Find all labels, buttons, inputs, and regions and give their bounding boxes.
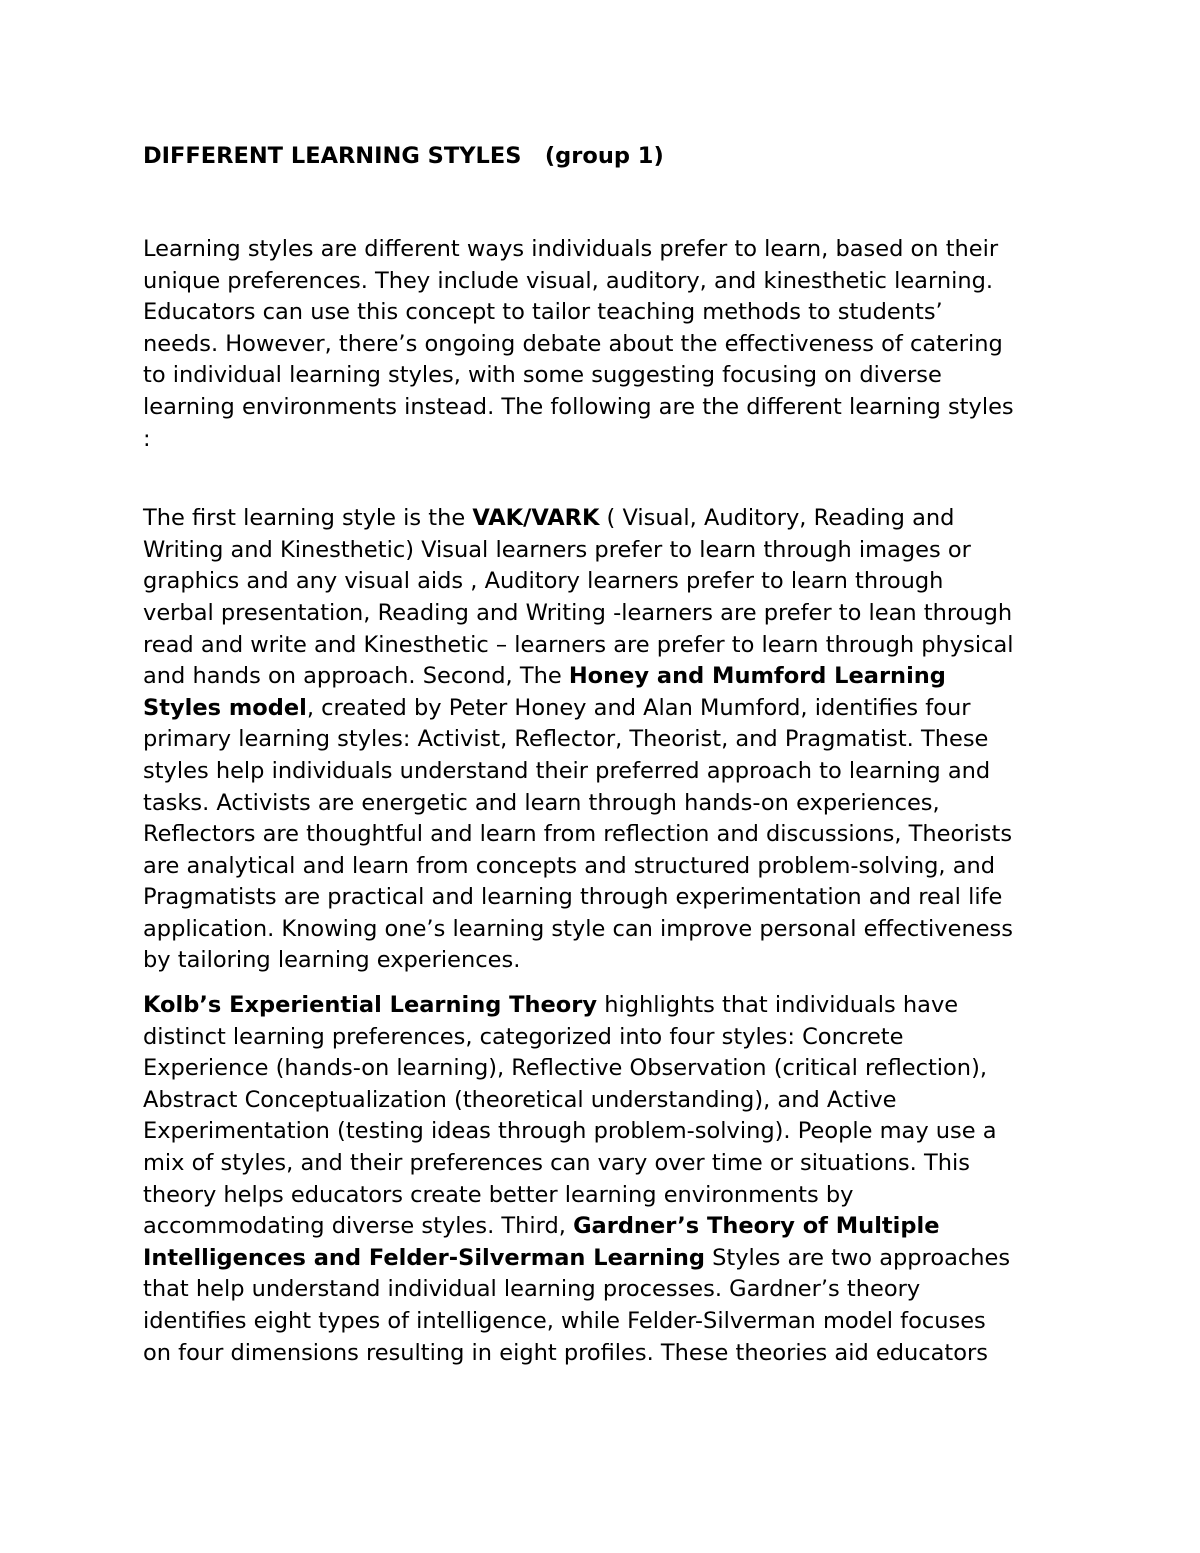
paragraph-line: Reflectors are thoughtful and learn from reflection and discussions, Theorists bbox=[143, 821, 1013, 848]
text-run: and hands on approach. Second, The bbox=[143, 663, 569, 690]
paragraph-line bbox=[143, 1243, 1063, 1275]
paragraph-line: on four dimensions resulting in eight profiles. These theories aid educators bbox=[143, 1339, 988, 1366]
intro-line: to individual learning styles, with some suggesting focusing on diverse bbox=[143, 362, 942, 389]
paragraph-line: Abstract Conceptualization (theoretical understanding), and Active bbox=[143, 1086, 897, 1113]
text-run: accommodating diverse styles. Third, bbox=[143, 1213, 574, 1240]
paragraph-line: identifies eight types of intelligence, while Felder-Silverman model focuses bbox=[143, 1308, 986, 1334]
document-title: DIFFERENT LEARNING STYLES (group 1) bbox=[143, 143, 664, 169]
text-run: ( Visual, Auditory, Reading and bbox=[599, 505, 955, 532]
paragraph-line: Writing and Kinesthetic) Visual learners prefer to learn through images or bbox=[143, 536, 971, 563]
paragraph-line: Experience (hands-on learning), Reflective Observation (critical reflection), bbox=[143, 1055, 988, 1082]
document-content bbox=[143, 140, 1063, 1369]
paragraph-line bbox=[143, 1211, 1063, 1243]
paragraph-line: Pragmatists are practical and learning through experimentation and real life bbox=[143, 884, 1003, 911]
bold-term-vak-vark: VAK/VARK bbox=[472, 505, 600, 532]
paragraph-line: distinct learning preferences, categorized into four styles: Concrete bbox=[143, 1023, 904, 1050]
intro-line: : bbox=[143, 425, 151, 452]
paragraph-line: are analytical and learn from concepts and structured problem-solving, and bbox=[143, 852, 996, 879]
intro-paragraph bbox=[143, 234, 1063, 455]
paragraph-line: graphics and any visual aids , Auditory learners prefer to learn through bbox=[143, 568, 944, 595]
intro-line: Educators can use this concept to tailor teaching methods to students’ bbox=[143, 299, 943, 326]
text-run: highlights that individuals have bbox=[597, 992, 959, 1019]
kolb-paragraph bbox=[143, 990, 1063, 1369]
intro-line: learning environments instead. The following are the different learning styles bbox=[143, 393, 1014, 420]
paragraph-line: read and write and Kinesthetic – learners are prefer to learn through physical bbox=[143, 631, 1014, 658]
intro-line: needs. However, there’s ongoing debate about the effectiveness of catering bbox=[143, 330, 1003, 357]
paragraph-line: Experimentation (testing ideas through problem-solving). People may use a bbox=[143, 1118, 997, 1145]
intro-line: Learning styles are different ways individuals prefer to learn, based on their bbox=[143, 236, 999, 262]
paragraph-line: styles help individuals understand their preferred approach to learning and bbox=[143, 757, 991, 784]
paragraph-line bbox=[143, 990, 1063, 1022]
paragraph-line: that help understand individual learning processes. Gardner’s theory bbox=[143, 1276, 921, 1303]
bold-term-kolb: Kolb’s Experiential Learning Theory bbox=[143, 992, 598, 1019]
bold-term-felder-silverman: Intelligences and Felder-Silverman Learning bbox=[143, 1244, 705, 1271]
paragraph-line bbox=[143, 661, 1063, 693]
bold-term-gardner: Gardner’s Theory of Multiple bbox=[573, 1213, 940, 1240]
intro-line: unique preferences. They include visual, auditory, and kinesthetic learning. bbox=[143, 267, 994, 294]
text-run: Styles are two approaches bbox=[704, 1244, 1011, 1271]
text-run: The first learning style is the bbox=[143, 505, 473, 532]
bold-term-honey-mumford: Honey and Mumford Learning bbox=[568, 663, 946, 690]
paragraph-line: theory helps educators create better learning environments by bbox=[143, 1181, 854, 1208]
paragraph-line: verbal presentation, Reading and Writing -learners are prefer to lean through bbox=[143, 599, 1013, 626]
learning-styles-paragraph bbox=[143, 503, 1063, 977]
paragraph-line: tasks. Activists are energetic and learn through hands-on experiences, bbox=[143, 789, 940, 816]
text-run: , created by Peter Honey and Alan Mumford, identifies four bbox=[306, 694, 971, 721]
paragraph-line bbox=[143, 693, 1063, 725]
paragraph-line: mix of styles, and their preferences can vary over time or situations. This bbox=[143, 1150, 970, 1177]
paragraph-line: by tailoring learning experiences. bbox=[143, 947, 521, 974]
paragraph-line bbox=[143, 503, 1063, 535]
paragraph-line: primary learning styles: Activist, Reflector, Theorist, and Pragmatist. These bbox=[143, 726, 989, 753]
paragraph-line: application. Knowing one’s learning style can improve personal effectiveness bbox=[143, 915, 1013, 942]
bold-term-styles-model: Styles model bbox=[143, 694, 307, 721]
